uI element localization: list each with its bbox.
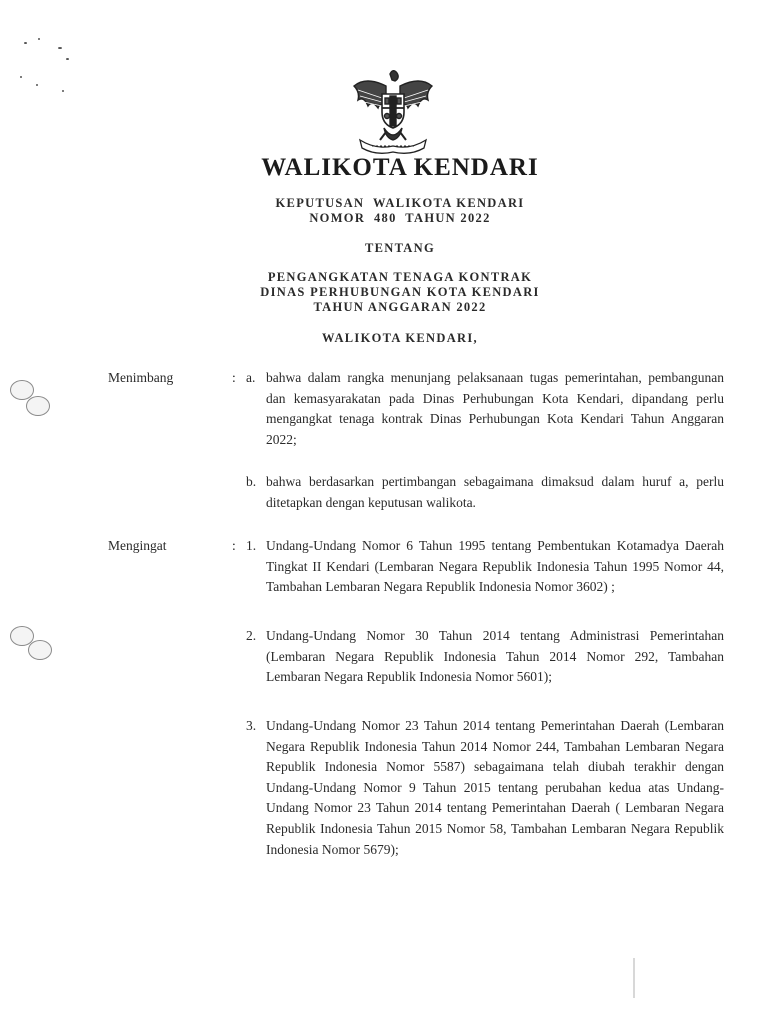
list-item	[246, 626, 724, 688]
section-label-mengingat: Mengingat	[108, 538, 167, 553]
garuda-emblem-icon	[346, 66, 440, 156]
subject-line-3: TAHUN ANGGARAN 2022	[313, 300, 487, 314]
scan-speck	[20, 76, 22, 78]
item-marker: 1.	[246, 538, 257, 553]
about-heading: TENTANG	[365, 241, 435, 255]
list-item	[246, 472, 724, 513]
item-text: Undang-Undang Nomor 30 Tahun 2014 tentang Administrasi Pemerintahan (Lembaran Negara Republik Indonesia Tahun 2014 Nomor 292, Tambahan Lembaran Negara Republik Indonesia Nomor 5601);	[266, 628, 724, 685]
list-item	[246, 536, 724, 598]
subject-heading	[210, 270, 590, 315]
item-text: bahwa dalam rangka menunjang pelaksanaan tugas pemerintahan, pembangunan dan kemasyarakatan pada Dinas Perhubungan Kota Kendari, dipandang perlu mengangkat tenaga kontrak Dinas Perhubungan Kota Kendari Tahun Anggaran 2022;	[266, 370, 724, 447]
decree-line-1: KEPUTUSAN WALIKOTA KENDARI	[275, 196, 525, 210]
item-text: Undang-Undang Nomor 23 Tahun 2014 tentang Pemerintahan Daerah (Lembaran Negara Republik Indonesia Tahun 2014 Nomor 244, Tambahan Lembaran Negara Republik Indonesia Nomor 5587) sebagaimana telah diubah terakhir dengan Undang-Undang Nomor 9 Tahun 2015 tentang perubahan kedua atas Undang-Undang Nomor 23 Tahun 2014 tentang Pemerintahan Daerah ( Lembaran Negara Republik Indonesia Tahun 2015 Nomor 58, Tambahan Lembaran Negara Republik Indonesia Nomor 5679);	[266, 718, 724, 857]
scan-speck	[66, 58, 69, 60]
item-text: Undang-Undang Nomor 6 Tahun 1995 tentang Pembentukan Kotamadya Daerah Tingkat II Kendari (Lembaran Negara Republik Indonesia Tahun 1995 Nomor 44, Tambahan Lembaran Negara Republik Indonesia Nomor 3602) ;	[266, 538, 724, 595]
scan-speck	[58, 47, 62, 49]
item-text: bahwa berdasarkan pertimbangan sebagaimana dimaksud dalam huruf a, perlu ditetapkan dengan keputusan walikota.	[266, 474, 724, 510]
item-marker: 2.	[246, 628, 257, 643]
scan-edge-line	[633, 958, 635, 998]
document-title: WALIKOTA KENDARI	[261, 154, 539, 181]
scan-speck	[62, 90, 64, 92]
scan-speck	[38, 38, 40, 40]
list-item	[246, 368, 724, 450]
section-colon: :	[232, 370, 236, 385]
section-label-menimbang: Menimbang	[108, 370, 174, 385]
scan-speck	[36, 84, 38, 86]
punch-hole-icon	[28, 640, 52, 660]
decree-number-line: NOMOR 480 TAHUN 2022	[309, 211, 491, 225]
punch-hole-icon	[26, 396, 50, 416]
issuer-heading: WALIKOTA KENDARI,	[322, 331, 478, 345]
section-colon: :	[232, 538, 236, 553]
scan-speck	[24, 42, 27, 44]
list-item	[246, 716, 724, 860]
item-marker: a.	[246, 370, 256, 385]
subject-line-1: PENGANGKATAN TENAGA KONTRAK	[267, 270, 533, 284]
decree-heading	[210, 196, 590, 226]
item-marker: b.	[246, 474, 257, 489]
subject-line-2: DINAS PERHUBUNGAN KOTA KENDARI	[260, 285, 540, 299]
item-marker: 3.	[246, 718, 257, 733]
